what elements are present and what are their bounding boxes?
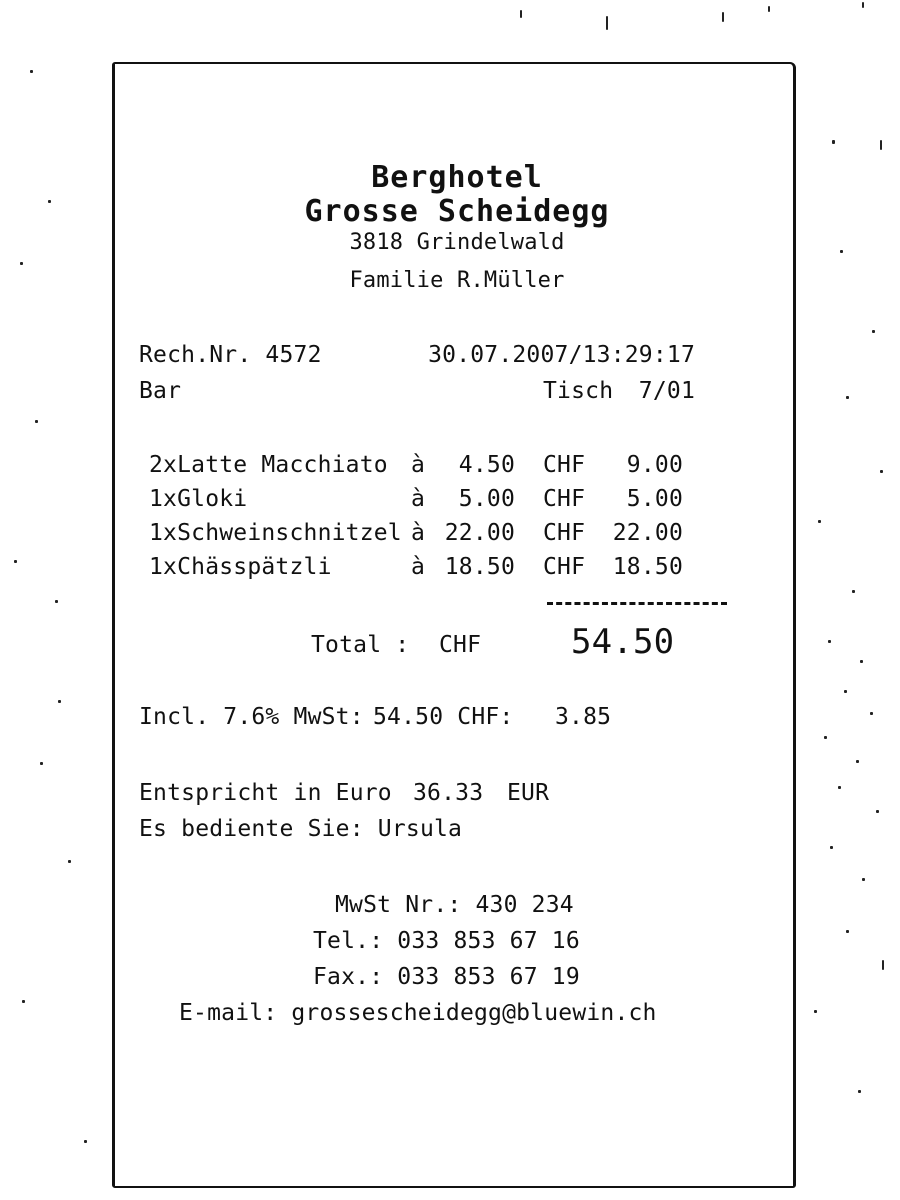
- item-unit-price: 5.00: [458, 486, 515, 512]
- hotel-owner: Familie R.Müller: [349, 268, 565, 293]
- item-currency: CHF: [543, 452, 586, 478]
- item-description: 1xChässpätzli: [149, 554, 332, 580]
- item-description: 2xLatte Macchiato: [149, 452, 388, 478]
- fax: Fax.: 033 853 67 19: [313, 964, 580, 990]
- item-at: à: [411, 554, 426, 580]
- location: Bar: [139, 378, 182, 404]
- receipt: [112, 62, 796, 1188]
- euro-currency: EUR: [507, 780, 550, 806]
- vat-base: 54.50 CHF:: [373, 704, 514, 730]
- item-description: 1xSchweinschnitzel: [149, 520, 402, 546]
- euro-value: 36.33: [413, 780, 484, 806]
- item-unit-price: 22.00: [444, 520, 515, 546]
- total-divider: [547, 602, 727, 605]
- hotel-name-line1: Berghotel: [371, 160, 543, 195]
- item-currency: CHF: [543, 554, 586, 580]
- phone: Tel.: 033 853 67 16: [313, 928, 580, 954]
- hotel-address: 3818 Grindelwald: [349, 230, 565, 255]
- vat-label: Incl. 7.6% MwSt:: [139, 704, 364, 730]
- item-unit-price: 18.50: [444, 554, 515, 580]
- item-unit-price: 4.50: [458, 452, 515, 478]
- total-label: Total :: [311, 632, 410, 658]
- item-total: 18.50: [612, 554, 683, 580]
- item-currency: CHF: [543, 520, 586, 546]
- email: E-mail: grossescheidegg@bluewin.ch: [179, 1000, 657, 1026]
- item-at: à: [411, 486, 426, 512]
- invoice-datetime: 30.07.2007/13:29:17: [428, 342, 695, 368]
- item-description: 1xGloki: [149, 486, 248, 512]
- item-total: 5.00: [626, 486, 683, 512]
- euro-label: Entspricht in Euro: [139, 780, 392, 806]
- item-currency: CHF: [543, 486, 586, 512]
- item-at: à: [411, 520, 426, 546]
- invoice-number: Rech.Nr. 4572: [139, 342, 322, 368]
- table-label: Tisch: [543, 378, 614, 404]
- server-line: Es bediente Sie: Ursula: [139, 816, 463, 842]
- total-value: 54.50: [571, 622, 675, 662]
- table-value: 7/01: [638, 378, 695, 404]
- item-total: 22.00: [612, 520, 683, 546]
- vat-value: 3.85: [555, 704, 612, 730]
- item-at: à: [411, 452, 426, 478]
- vat-number: MwSt Nr.: 430 234: [335, 892, 574, 918]
- total-currency: CHF: [439, 632, 482, 658]
- item-total: 9.00: [626, 452, 683, 478]
- hotel-name-line2: Grosse Scheidegg: [304, 194, 610, 229]
